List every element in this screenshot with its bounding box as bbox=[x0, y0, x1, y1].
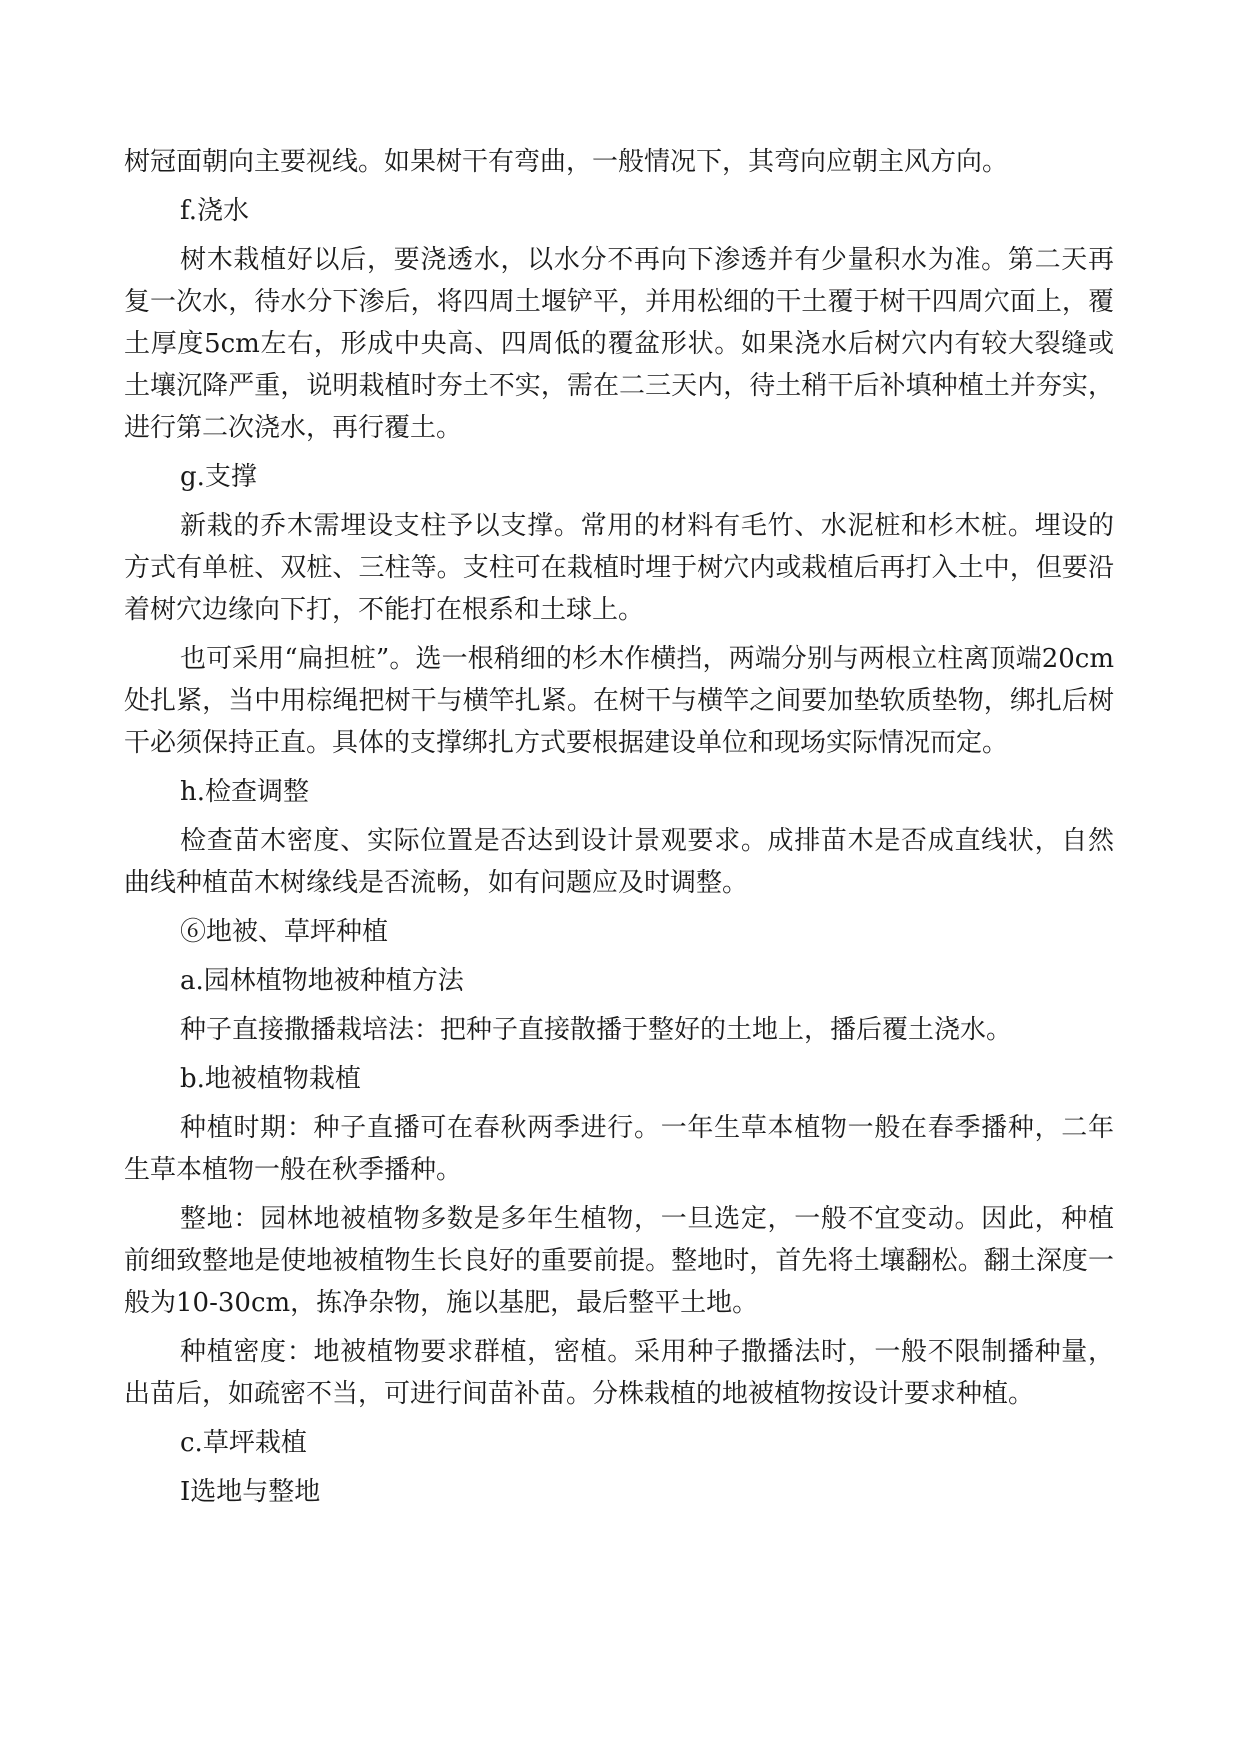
body-paragraph: 树木栽植好以后，要浇透水，以水分不再向下渗透并有少量积水为准。第二天再复一次水，待水分下渗后，将四周土堰铲平，并用松细的干土覆于树干四周穴面上，覆土厚度5cm左右，形成中央高、四周低的覆盆形状。如果浇水后树穴内有较大裂缝或土壤沉降严重，说明栽植时夯土不实，需在二三天内，待土稍干后补填种植土并夯实，进行第二次浇水，再行覆土。 bbox=[124, 245, 1114, 443]
section-heading-support: g.支撑 bbox=[180, 462, 257, 492]
subsection-heading-lawn-planting: c.草坪栽植 bbox=[180, 1428, 307, 1458]
body-paragraph: 种植时期：种子直播可在春秋两季进行。一年生草本植物一般在春季播种，二年生草本植物一般在秋季播种。 bbox=[124, 1113, 1114, 1185]
subsection-heading-groundcover-planting: b.地被植物栽植 bbox=[180, 1064, 361, 1094]
subsection-heading-planting-method: a.园林植物地被种植方法 bbox=[180, 966, 464, 996]
document-body bbox=[124, 141, 1114, 1520]
body-paragraph: 种植密度：地被植物要求群植，密植。采用种子撒播法时，一般不限制播种量，出苗后，如疏密不当，可进行间苗补苗。分株栽植的地被植物按设计要求种植。 bbox=[124, 1337, 1114, 1409]
section-heading-inspection: h.检查调整 bbox=[180, 777, 310, 807]
section-heading-watering: f.浇水 bbox=[180, 196, 249, 226]
section-heading-groundcover-lawn: ⑥地被、草坪种植 bbox=[180, 917, 389, 947]
subsection-heading-site-selection: Ⅰ选地与整地 bbox=[180, 1477, 321, 1507]
body-paragraph: 也可采用“扁担桩”。选一根稍细的杉木作横挡，两端分别与两根立柱离顶端20cm处扎紧，当中用棕绳把树干与横竿扎紧。在树干与横竿之间要加垫软质垫物，绑扎后树干必须保持正直。具体的支撑绑扎方式要根据建设单位和现场实际情况而定。 bbox=[124, 644, 1114, 758]
body-paragraph: 整地：园林地被植物多数是多年生植物，一旦选定，一般不宜变动。因此，种植前细致整地是使地被植物生长良好的重要前提。整地时，首先将土壤翻松。翻土深度一般为10-30cm，拣净杂物，施以基肥，最后整平土地。 bbox=[124, 1204, 1114, 1318]
body-paragraph: 检查苗木密度、实际位置是否达到设计景观要求。成排苗木是否成直线状，自然曲线种植苗木树缘线是否流畅，如有问题应及时调整。 bbox=[124, 826, 1114, 898]
body-paragraph: 树冠面朝向主要视线。如果树干有弯曲，一般情况下，其弯向应朝主风方向。 bbox=[124, 147, 1009, 177]
body-paragraph: 种子直接撒播栽培法：把种子直接散播于整好的土地上，播后覆土浇水。 bbox=[180, 1015, 1013, 1045]
body-paragraph: 新栽的乔木需埋设支柱予以支撑。常用的材料有毛竹、水泥桩和杉木桩。埋设的方式有单桩、双桩、三柱等。支柱可在栽植时埋于树穴内或栽植后再打入土中，但要沿着树穴边缘向下打，不能打在根系和土球上。 bbox=[124, 511, 1114, 625]
